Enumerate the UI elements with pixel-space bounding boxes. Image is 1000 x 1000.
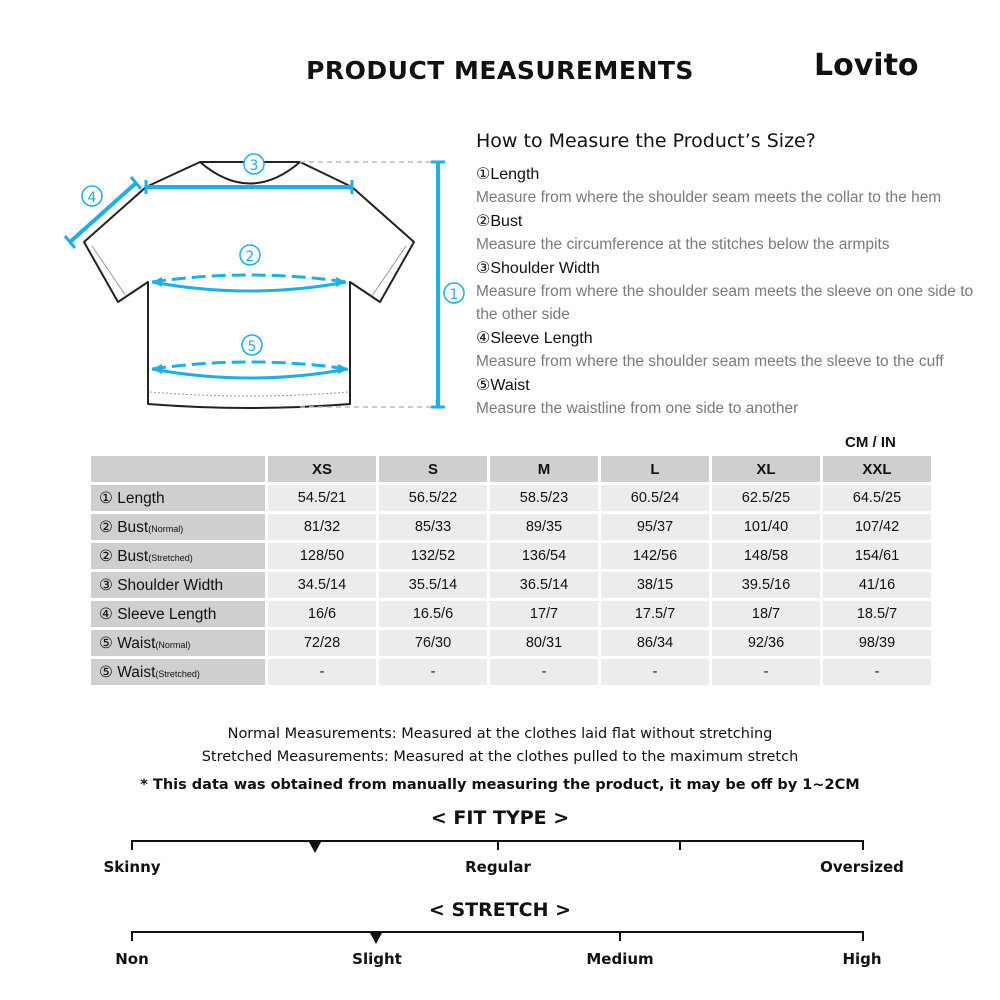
marker-3: 3 (249, 158, 259, 174)
table-row (91, 659, 931, 685)
row-label-text: ② Bust (99, 547, 149, 565)
guide-item-desc: Measure the circumference at the stitches below the armpits (476, 236, 890, 253)
table-cell: 72/28 (268, 630, 376, 656)
stretch-tick (862, 931, 864, 941)
table-cell: 89/35 (490, 514, 598, 540)
guide-item-desc: Measure from where the shoulder seam meets the sleeve on one side to the other side (476, 283, 974, 323)
table-cell: 16/6 (268, 601, 376, 627)
row-label-qualifier: (Normal) (148, 523, 184, 534)
row-label-text: ③ Shoulder Width (99, 576, 224, 594)
table-cell: 86/34 (601, 630, 709, 656)
table-cell: 56.5/22 (379, 485, 487, 511)
fit-label-skinny: Skinny (103, 858, 161, 876)
guide-item-desc: Measure the waistline from one side to another (476, 400, 799, 417)
table-cell: 34.5/14 (268, 572, 376, 598)
table-cell: 58.5/23 (490, 485, 598, 511)
marker-shoulder (244, 154, 264, 174)
table-cell: 85/33 (379, 514, 487, 540)
tshirt-diagram (60, 148, 480, 418)
guide-item-waist (476, 375, 996, 420)
marker-length (444, 283, 464, 303)
fit-type-pointer (309, 842, 321, 853)
stretch-title: < STRETCH > (428, 899, 572, 921)
marker-bust (240, 245, 260, 265)
table-cell: 136/54 (490, 543, 598, 569)
brand-logo: Lovito (814, 48, 919, 83)
table-cell: - (379, 659, 487, 685)
table-row (91, 514, 931, 540)
size-header: XS (268, 456, 376, 482)
table-cell: 154/61 (823, 543, 931, 569)
table-row (91, 601, 931, 627)
stretch-label-high: High (842, 950, 882, 968)
row-label (91, 572, 265, 598)
table-cell: 128/50 (268, 543, 376, 569)
table-cell: 35.5/14 (379, 572, 487, 598)
table-cell: 95/37 (601, 514, 709, 540)
guide-item-name: ④Sleeve Length (476, 330, 593, 347)
size-header: L (601, 456, 709, 482)
row-label-qualifier: (Normal) (155, 639, 191, 650)
table-cell: 17.5/7 (601, 601, 709, 627)
table-cell: 107/42 (823, 514, 931, 540)
table-row (91, 543, 931, 569)
fit-label-oversized: Oversized (820, 858, 904, 876)
table-cell: - (823, 659, 931, 685)
table-cell: 18/7 (712, 601, 820, 627)
marker-4: 4 (87, 190, 97, 206)
size-header: S (379, 456, 487, 482)
fit-tick (679, 840, 681, 850)
page-title: PRODUCT MEASUREMENTS (306, 56, 694, 85)
row-label (91, 485, 265, 511)
disclaimer: * This data was obtained from manually measuring the product, it may be off by 1~2CM (140, 777, 860, 793)
table-cell: 16.5/6 (379, 601, 487, 627)
stretch-scale (132, 931, 864, 933)
row-label-text: ⑤ Waist (99, 663, 156, 681)
table-cell: 81/32 (268, 514, 376, 540)
stretch-label-non: Non (115, 950, 149, 968)
table-cell: - (712, 659, 820, 685)
fit-tick (862, 840, 864, 850)
row-label-text: ① Length (99, 489, 165, 507)
marker-2: 2 (245, 249, 255, 265)
table-cell: 148/58 (712, 543, 820, 569)
row-label-text: ② Bust (99, 518, 149, 536)
stretch-tick (619, 931, 621, 941)
guide-item-name: ①Length (476, 166, 540, 183)
size-header: XXL (823, 456, 931, 482)
size-table (88, 453, 934, 688)
guide-item-length (476, 164, 996, 209)
stretch-tick (131, 931, 133, 941)
row-label-qualifier: (Stretched) (155, 668, 200, 679)
row-label-qualifier: (Stretched) (148, 552, 193, 563)
row-label-text: ⑤ Waist (99, 634, 156, 652)
table-cell: 98/39 (823, 630, 931, 656)
row-label (91, 514, 265, 540)
table-cell: 60.5/24 (601, 485, 709, 511)
table-cell: 62.5/25 (712, 485, 820, 511)
guide-item-desc: Measure from where the shoulder seam meets the sleeve to the cuff (476, 353, 944, 370)
guide-item-shoulder (476, 258, 976, 326)
row-label-text: ④ Sleeve Length (99, 605, 217, 623)
table-cell: 92/36 (712, 630, 820, 656)
table-cell: 41/16 (823, 572, 931, 598)
guide-item-bust (476, 211, 996, 256)
table-header-row (91, 456, 931, 482)
marker-sleeve (82, 186, 102, 206)
table-cell: 142/56 (601, 543, 709, 569)
marker-1: 1 (449, 287, 459, 303)
table-corner (91, 456, 265, 482)
fit-label-regular: Regular (465, 858, 531, 876)
stretch-label-slight: Slight (352, 950, 402, 968)
table-cell: 64.5/25 (823, 485, 931, 511)
row-label (91, 659, 265, 685)
guide-item-sleeve (476, 328, 996, 373)
tshirt-outline (84, 162, 414, 408)
table-cell: 38/15 (601, 572, 709, 598)
note-normal: Normal Measurements: Measured at the clothes laid flat without stretching (227, 726, 773, 742)
table-cell: 54.5/21 (268, 485, 376, 511)
table-cell: - (268, 659, 376, 685)
table-cell: 80/31 (490, 630, 598, 656)
fit-tick (497, 840, 499, 850)
guide-item-desc: Measure from where the shoulder seam meets the collar to the hem (476, 189, 942, 206)
table-row (91, 572, 931, 598)
stretch-label-medium: Medium (586, 950, 654, 968)
table-cell: - (601, 659, 709, 685)
table-row (91, 630, 931, 656)
unit-label: CM / IN (845, 434, 896, 451)
stretch-pointer (370, 933, 382, 944)
note-stretched: Stretched Measurements: Measured at the clothes pulled to the maximum stretch (201, 749, 799, 765)
table-row (91, 485, 931, 511)
row-label (91, 601, 265, 627)
guide-item-name: ③Shoulder Width (476, 260, 600, 277)
table-cell: 18.5/7 (823, 601, 931, 627)
marker-waist (242, 335, 262, 355)
row-label (91, 630, 265, 656)
table-cell: 101/40 (712, 514, 820, 540)
table-cell: 36.5/14 (490, 572, 598, 598)
guide-heading: How to Measure the Product’s Size? (476, 130, 816, 152)
marker-5: 5 (247, 339, 257, 355)
guide-item-name: ②Bust (476, 213, 523, 230)
table-cell: 17/7 (490, 601, 598, 627)
table-cell: 39.5/16 (712, 572, 820, 598)
table-cell: 76/30 (379, 630, 487, 656)
row-label (91, 543, 265, 569)
guide-item-name: ⑤Waist (476, 377, 530, 394)
fit-tick (131, 840, 133, 850)
table-cell: - (490, 659, 598, 685)
size-header: M (490, 456, 598, 482)
table-cell: 132/52 (379, 543, 487, 569)
size-header: XL (712, 456, 820, 482)
fit-type-title: < FIT TYPE > (430, 807, 570, 829)
